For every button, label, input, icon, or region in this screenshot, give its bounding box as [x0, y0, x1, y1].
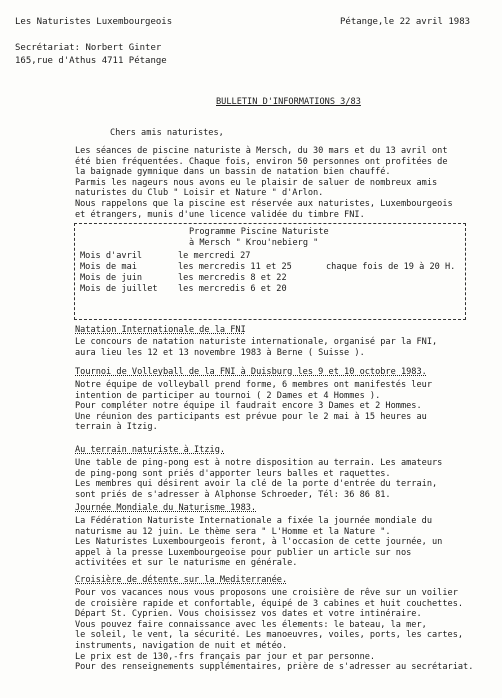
- section-body: [75, 588, 473, 673]
- text-line: sont priés de s'adresser à Alphonse Schroeder, Tél: 36 86 81.: [75, 489, 391, 500]
- programme-month: Mois de mai: [80, 262, 137, 272]
- programme-box: [74, 223, 466, 320]
- section-heading: Croisière de détente sur la Mediterranée.: [75, 575, 288, 585]
- secretariat-line: Secrétariat: Norbert Ginter: [15, 43, 162, 53]
- text-line: Notre équipe de volleyball prend forme, 6 membres ont manifestés leur: [75, 380, 432, 390]
- text-line: Le prix est de 130,-frs français par jour et par personne.: [75, 651, 376, 662]
- programme-subtitle: à Mersch " Krou'nebierg ": [189, 238, 319, 248]
- text-line: naturisme au 12 juin. Le thème sera " L'Homme et la Nature ".: [75, 526, 391, 537]
- text-line: Les séances de piscine naturiste à Mersch, du 30 mars et du 13 avril ont: [75, 146, 448, 156]
- section-body: [75, 516, 442, 569]
- text-line: activitées et sur le naturisme en générale.: [75, 558, 298, 569]
- address-line: 165,rue d'Athus 4711 Pétange: [15, 56, 167, 66]
- text-line: et étrangers, munis d'une licence validée du timbre FNI.: [75, 209, 365, 220]
- bulletin-title: BULLETIN D'INFORMATIONS 3/83: [216, 97, 361, 107]
- intro-paragraph: [75, 146, 453, 220]
- organization-name: Les Naturistes Luxembourgeois: [15, 17, 173, 27]
- text-line: de ping-pong sont priés d'apporter leurs balles et raquettes.: [75, 468, 391, 479]
- programme-days: les mercredis 8 et 22: [178, 273, 287, 283]
- text-line: Le concours de natation naturiste internationale, organisé par la FNI,: [75, 337, 438, 347]
- text-line: Pour des renseignements supplémentaires, prière de s'adresser au secrétariat.: [75, 662, 474, 673]
- text-line: Pour compléter notre équipe il faudrait encore 3 Dames et 2 Hommes.: [75, 401, 422, 412]
- text-line: le soleil, le vent, la sécurité. Les manoeuvres, voiles, ports, les cartes,: [75, 630, 464, 641]
- text-line: aura lieu les 12 et 13 novembre 1983 à Berne ( Suisse ).: [75, 347, 365, 358]
- text-line: Vous pouvez faire connaissance avec les élements: le bateau, la mer,: [75, 619, 427, 630]
- text-line: Une réunion des participants est prévue pour le 2 mai à 15 heures au: [75, 411, 427, 422]
- greeting: Chers amis naturistes,: [110, 128, 224, 138]
- text-line: Parmis les nageurs nous avons eu le plaisir de saluer de nombreux amis: [75, 177, 438, 188]
- section-body: [75, 380, 432, 433]
- letter-date: Pétange,le 22 avril 1983: [340, 17, 471, 27]
- text-line: Départ St. Cyprien. Vous choisissez vos dates et votre intinéraire.: [75, 609, 422, 620]
- text-line: été bien fréquentées. Chaque fois, environ 50 personnes ont profitées de: [75, 156, 448, 167]
- text-line: intention de participer au tournoi ( 2 Dames et 4 Hommes ).: [75, 390, 381, 401]
- section-body: [75, 337, 437, 358]
- programme-days: les mercredis 6 et 20: [178, 284, 287, 294]
- text-line: instruments, navigation de nuit et météo.: [75, 640, 288, 651]
- programme-title: Programme Piscine Naturiste: [189, 227, 329, 237]
- text-line: appel à la presse Luxembourgeoise pour publier un article sur nos: [75, 547, 412, 558]
- section-heading: Au terrain naturiste à Itzig.: [75, 445, 226, 455]
- section-body: [75, 458, 442, 500]
- section-heading: Journée Mondiale du Naturisme 1983.: [75, 503, 257, 513]
- text-line: Les Naturistes Luxembourgeois feront, à l'occasion de cette journée, un: [75, 537, 443, 548]
- text-line: Pour vos vacances nous vous proposons une croisière de rêve sur un voilier: [75, 588, 458, 598]
- text-line: Une table de ping-pong est à notre disposition au terrain. Les amateurs: [75, 458, 443, 468]
- text-line: La Fédération Naturiste Internationale a fixée la journée mondiale du: [75, 516, 432, 526]
- text-line: de croisière rapide et confortable, équipé de 3 cabines et huit couchettes.: [75, 598, 464, 609]
- programme-days: les mercredis 11 et 25: [178, 262, 292, 272]
- section-heading: Tournoi de Volleyball de la FNI à Duisburg les 9 et 10 octobre 1983.: [75, 367, 427, 377]
- text-line: Les membres qui désirent avoir la clé de la porte d'entrée du terrain,: [75, 479, 438, 490]
- text-line: naturistes du Club " Loisir et Nature " d'Arlon.: [75, 188, 324, 199]
- text-line: Nous rappelons que la piscine est réservée aux naturistes, Luxembourgeois: [75, 198, 453, 209]
- section-heading: Natation Internationale de la FNI: [75, 325, 246, 335]
- text-line: terrain à Itzig.: [75, 422, 158, 433]
- programme-days: le mercredi 27: [178, 251, 251, 261]
- programme-month: Mois d'avril: [80, 251, 143, 261]
- programme-month: Mois de juin: [80, 273, 143, 283]
- text-line: la baignade gymnique dans un bassin de natation bien chauffé.: [75, 167, 391, 178]
- programme-time-note: chaque fois de 19 à 20 H.: [326, 262, 456, 272]
- programme-month: Mois de juillet: [80, 284, 158, 294]
